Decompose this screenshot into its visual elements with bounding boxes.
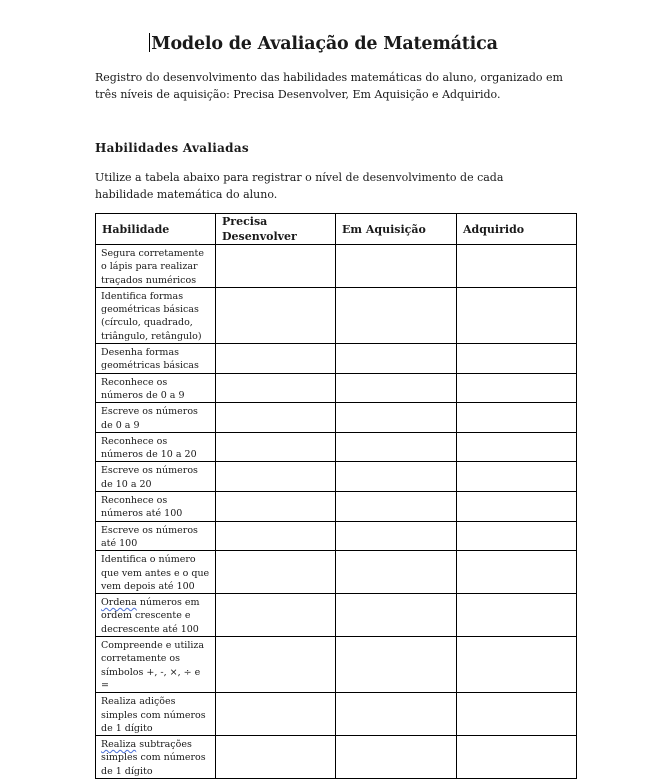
- precisa-cell[interactable]: [216, 462, 336, 492]
- aquisicao-cell[interactable]: [336, 736, 457, 779]
- skill-cell: [96, 736, 216, 779]
- intro-paragraph: Registro do desenvolvimento das habilidades matemáticas do aluno, organizado em três níveis de aquisição: Precisa Desenvolver, Em Aquisição e Adquirido.: [95, 71, 563, 101]
- adquirido-cell[interactable]: [457, 693, 577, 736]
- table-row: [96, 736, 577, 779]
- skills-table: [95, 213, 577, 779]
- precisa-cell[interactable]: [216, 551, 336, 594]
- aquisicao-cell[interactable]: [336, 492, 457, 522]
- table-row: [96, 551, 577, 594]
- precisa-cell[interactable]: [216, 594, 336, 637]
- skill-text: números em ordem crescente e decrescente até 100: [101, 597, 200, 635]
- adquirido-cell[interactable]: [457, 373, 577, 403]
- section-heading: Habilidades Avaliadas: [95, 141, 249, 155]
- table-row: [96, 637, 577, 693]
- precisa-cell[interactable]: [216, 521, 336, 551]
- skill-cell: Escreve os números de 0 a 9: [96, 403, 216, 433]
- aquisicao-cell[interactable]: [336, 521, 457, 551]
- instructions-paragraph: Utilize a tabela abaixo para registrar o nível de desenvolvimento de cada habilidade matemática do aluno.: [95, 171, 504, 201]
- aquisicao-cell[interactable]: [336, 637, 457, 693]
- precisa-cell[interactable]: [216, 245, 336, 288]
- precisa-cell[interactable]: [216, 693, 336, 736]
- skill-cell: Compreende e utiliza corretamente os símbolos +, -, ×, ÷ e =: [96, 637, 216, 693]
- table-row: [96, 492, 577, 522]
- skill-cell: Identifica o número que vem antes e o que vem depois até 100: [96, 551, 216, 594]
- adquirido-cell[interactable]: [457, 492, 577, 522]
- table-row: [96, 373, 577, 403]
- skill-cell: [96, 594, 216, 637]
- adquirido-cell[interactable]: [457, 344, 577, 374]
- table-row: [96, 462, 577, 492]
- precisa-cell[interactable]: [216, 344, 336, 374]
- adquirido-cell[interactable]: [457, 551, 577, 594]
- skill-cell: Reconhece os números até 100: [96, 492, 216, 522]
- header-adquirido: Adquirido: [457, 214, 577, 245]
- skill-cell: Segura corretamente o lápis para realizar traçados numéricos: [96, 245, 216, 288]
- aquisicao-cell[interactable]: [336, 594, 457, 637]
- spellcheck-word: Realiza: [101, 739, 137, 751]
- skill-cell: Reconhece os números de 10 a 20: [96, 432, 216, 462]
- header-habilidade: Habilidade: [96, 214, 216, 245]
- precisa-cell[interactable]: [216, 373, 336, 403]
- adquirido-cell[interactable]: [457, 287, 577, 343]
- table-row: [96, 521, 577, 551]
- aquisicao-cell[interactable]: [336, 245, 457, 288]
- table-row: [96, 693, 577, 736]
- aquisicao-cell[interactable]: [336, 551, 457, 594]
- adquirido-cell[interactable]: [457, 594, 577, 637]
- aquisicao-cell[interactable]: [336, 403, 457, 433]
- adquirido-cell[interactable]: [457, 432, 577, 462]
- skill-cell: Desenha formas geométricas básicas: [96, 344, 216, 374]
- precisa-cell[interactable]: [216, 403, 336, 433]
- skill-cell: Escreve os números de 10 a 20: [96, 462, 216, 492]
- aquisicao-cell[interactable]: [336, 287, 457, 343]
- adquirido-cell[interactable]: [457, 637, 577, 693]
- aquisicao-cell[interactable]: [336, 373, 457, 403]
- aquisicao-cell[interactable]: [336, 432, 457, 462]
- skill-text: subtrações simples com números de 1 dígito: [101, 739, 206, 777]
- table-header-row: [96, 214, 577, 245]
- precisa-cell[interactable]: [216, 432, 336, 462]
- precisa-cell[interactable]: [216, 492, 336, 522]
- table-row: [96, 344, 577, 374]
- adquirido-cell[interactable]: [457, 403, 577, 433]
- adquirido-cell[interactable]: [457, 245, 577, 288]
- adquirido-cell[interactable]: [457, 462, 577, 492]
- header-precisa-desenvolver: Precisa Desenvolver: [216, 214, 336, 245]
- adquirido-cell[interactable]: [457, 736, 577, 779]
- aquisicao-cell[interactable]: [336, 344, 457, 374]
- table-row: [96, 432, 577, 462]
- table-row: [96, 287, 577, 343]
- header-em-aquisicao: Em Aquisição: [336, 214, 457, 245]
- spellcheck-word: Ordena: [101, 597, 137, 609]
- precisa-cell[interactable]: [216, 287, 336, 343]
- aquisicao-cell[interactable]: [336, 462, 457, 492]
- document-title[interactable]: [0, 33, 647, 54]
- aquisicao-cell[interactable]: [336, 693, 457, 736]
- table-row: [96, 403, 577, 433]
- document-title-text: Modelo de Avaliação de Matemática: [151, 34, 498, 54]
- skill-cell: Escreve os números até 100: [96, 521, 216, 551]
- precisa-cell[interactable]: [216, 736, 336, 779]
- table-row: [96, 245, 577, 288]
- precisa-cell[interactable]: [216, 637, 336, 693]
- skill-cell: Identifica formas geométricas básicas (círculo, quadrado, triângulo, retângulo): [96, 287, 216, 343]
- table-row: [96, 594, 577, 637]
- adquirido-cell[interactable]: [457, 521, 577, 551]
- skill-cell: Realiza adições simples com números de 1 dígito: [96, 693, 216, 736]
- skill-cell: Reconhece os números de 0 a 9: [96, 373, 216, 403]
